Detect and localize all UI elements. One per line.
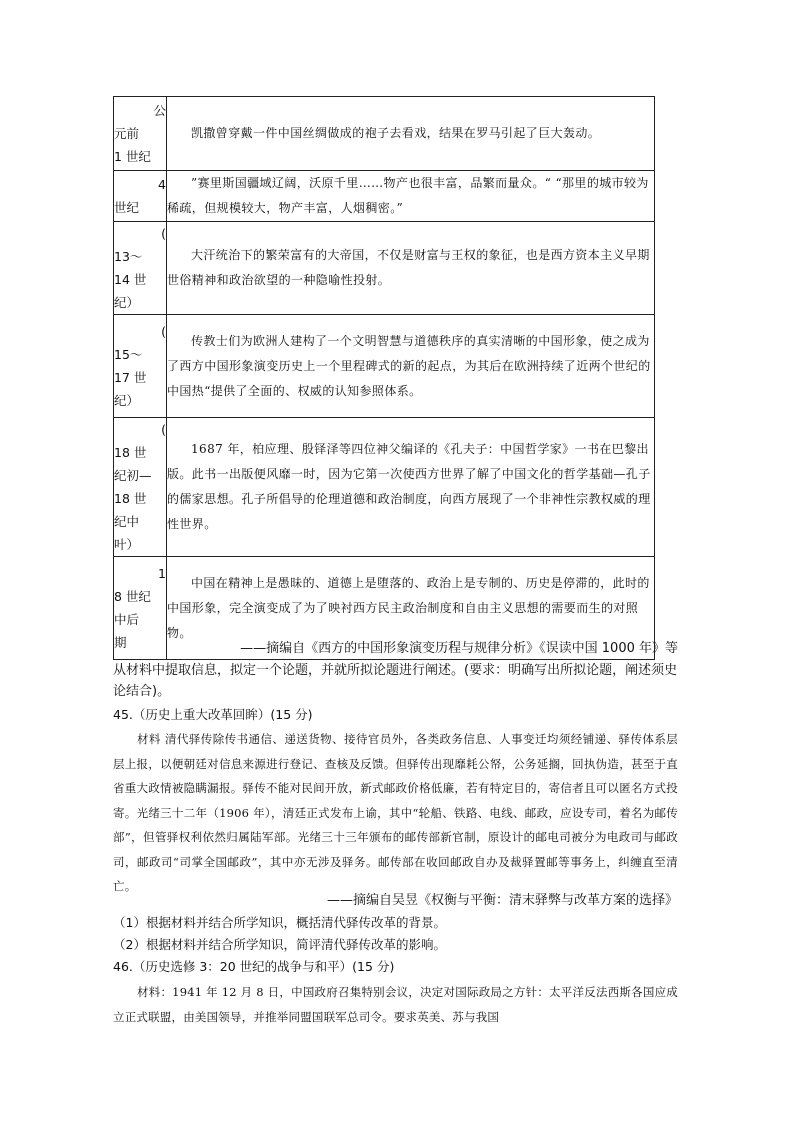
era-line: 叶） bbox=[114, 537, 140, 552]
timeline-row bbox=[114, 315, 655, 418]
question-45-material: 材料 清代驿传除传书通信、递送货物、接待官员外，各类政务信息、人事变迁均须经铺递、驿传体系层层上报，以便朝廷对信息来源进行登记、查核及反馈。但驿传出现靡耗公帑，公务延搁，回执伪造，甚至于直省重大政情被隐瞒漏报。驿传不能对民间开放，新式邮政价格低廉，若有特定目的，寄信者且可以匿名方式投寄。光绪三十二年（1906 年），清廷正式发布上谕，其中“轮船、铁路、电线、邮政，应设专司，着名为邮传部”，但管驿权利依然归属陆军部。光绪三十三年颁布的邮传部新官制，原设计的邮电司被分为电政司与邮政司，邮政司“司掌全国邮政”，其中亦无涉及驿务。邮传部在收回邮政自办及裁驿置邮等事务上，纠缠直至清亡。 bbox=[113, 732, 678, 893]
era-cell bbox=[114, 222, 167, 315]
timeline-row bbox=[114, 171, 655, 222]
era-line: 期 bbox=[114, 635, 127, 650]
description-cell: 大汗统治下的繁荣富有的大帝国，不仅是财富与王权的象征，也是西方资本主义早期世俗精神和政治欲望的一种隐喻性投射。 bbox=[167, 222, 655, 315]
era-line: 4 bbox=[158, 177, 166, 192]
era-line: 纪初— bbox=[114, 468, 152, 483]
era-cell bbox=[114, 418, 167, 557]
timeline-row bbox=[114, 222, 655, 315]
era-line: 14 世 bbox=[114, 272, 147, 287]
era-line: ( bbox=[161, 324, 166, 339]
source-citation-1: ——摘编自《西方的中国形象演变历程与规律分析》《误读中国 1000 年》等 bbox=[240, 641, 678, 656]
era-line: 纪中 bbox=[114, 514, 140, 529]
era-line: ( bbox=[161, 422, 166, 437]
era-line: 13～ bbox=[114, 249, 143, 264]
question-45-part-2: （2）根据材料并结合所学知识，简评清代驿传改革的影响。 bbox=[113, 937, 446, 952]
question-45-part-1: （1）根据材料并结合所学知识，概括清代驿传改革的背景。 bbox=[113, 915, 446, 930]
question-44-task: 从材料中提取信息，拟定一个论题，并就所拟论题进行阐述。(要求：明确写出所拟论题，阐述须史论结合)。 bbox=[113, 663, 678, 699]
era-line: 纪） bbox=[114, 295, 140, 310]
era-cell bbox=[114, 315, 167, 418]
era-line: 18 世 bbox=[114, 491, 147, 506]
timeline-row bbox=[114, 418, 655, 557]
era-line: 8 世纪 bbox=[114, 589, 151, 604]
source-citation-2: ——摘编自吴昱《权衡与平衡：清末驿弊与改革方案的选择》 bbox=[326, 893, 678, 908]
question-46-header: 46.（历史选修 3：20 世纪的战争与和平）(15 分) bbox=[113, 959, 395, 974]
era-line: 元前 bbox=[114, 126, 140, 141]
era-cell bbox=[114, 97, 167, 171]
era-line: 18 世 bbox=[114, 445, 147, 460]
era-line: 1 bbox=[158, 566, 166, 581]
era-line: 1 世纪 bbox=[114, 149, 151, 164]
timeline-table bbox=[113, 96, 655, 660]
era-line: ( bbox=[161, 226, 166, 241]
description-cell: 凯撒曾穿戴一件中国丝绸做成的袍子去看戏，结果在罗马引起了巨大轰动。 bbox=[167, 97, 655, 171]
question-45-header: 45.（历史上重大改革回眸）(15 分) bbox=[113, 707, 313, 722]
era-line: 世纪 bbox=[114, 200, 140, 215]
era-line: 中后 bbox=[114, 612, 140, 627]
era-line: 17 世 bbox=[114, 370, 147, 385]
description-cell: 传教士们为欧洲人建构了一个文明智慧与道德秩序的真实清晰的中国形象，使之成为了西方中国形象演变历史上一个里程碑式的新的起点，为其后在欧洲持续了近两个世纪的中国热“提供了全面的、权威的认知参照体系。 bbox=[167, 315, 655, 418]
era-line: 15～ bbox=[114, 347, 143, 362]
description-cell: 中国在精神上是愚昧的、道德上是堕落的、政治上是专制的、历史是停滞的，此时的中国形象，完全演变成了为了映衬西方民主政治制度和自由主义思想的需要而生的对照物。 bbox=[167, 557, 655, 660]
description-cell: ”赛里斯国疆域辽阔，沃原千里……物产也很丰富，品繁而量众。“ “那里的城市较为稀疏，但规模较大，物产丰富，人烟稠密。” bbox=[167, 171, 655, 222]
description-cell: 1687 年，柏应理、殷铎泽等四位神父编译的《孔夫子：中国哲学家》一书在巴黎出版。此书一出版便风靡一时，因为它第一次使西方世界了解了中国文化的哲学基础—孔子的儒家思想。孔子所倡导的伦理道德和政治制度，向西方展现了一个非神性宗教权威的理性世界。 bbox=[167, 418, 655, 557]
era-line: 公 bbox=[153, 103, 166, 118]
question-46-material: 材料：1941 年 12 月 8 日，中国政府召集特别会议，决定对国际政局之方针：太平洋反法西斯各国应成立正式联盟，由美国领导，并推举同盟国联军总司令。要求英美、苏与我国 bbox=[113, 985, 678, 1024]
era-line: 纪） bbox=[114, 393, 140, 408]
timeline-row bbox=[114, 97, 655, 171]
era-cell bbox=[114, 171, 167, 222]
